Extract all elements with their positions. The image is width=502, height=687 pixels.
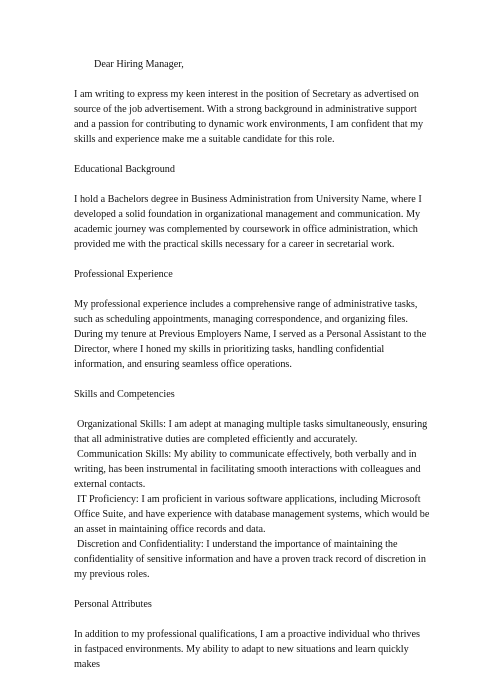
skill-it-proficiency: IT Proficiency: I am proficient in various software applications, including Microsoft Office Suite, and have experience with database management systems, which would be an asset in maintaining office records and data. bbox=[74, 494, 430, 535]
attributes-heading: Personal Attributes bbox=[74, 599, 152, 610]
skill-communication: Communication Skills: My ability to communicate effectively, both verbally and in writing, has been instrumental in facilitating smooth interactions with colleagues and external contacts. bbox=[74, 449, 421, 490]
greeting: Dear Hiring Manager, bbox=[94, 59, 184, 70]
experience-heading: Professional Experience bbox=[74, 269, 173, 280]
attributes-paragraph: In addition to my professional qualifications, I am a proactive individual who thrives in fastpaced environments. My ability to adapt to new situations and learn quickly makes bbox=[74, 629, 421, 670]
skills-heading: Skills and Competencies bbox=[74, 389, 175, 400]
experience-paragraph: My professional experience includes a comprehensive range of administrative tasks, such as scheduling appointments, managing correspondence, and organizing files. During my tenure at Previous Employers Name, I served as a Personal Assistant to the Director, where I honed my skills in prioritizing tasks, handling confidential information, and ensuring seamless office operations. bbox=[74, 299, 427, 370]
skill-organizational: Organizational Skills: I am adept at managing multiple tasks simultaneously, ensuring that all administrative duties are completed efficiently and accurately. bbox=[74, 419, 428, 445]
skill-discretion: Discretion and Confidentiality: I understand the importance of maintaining the confidentiality of sensitive information and have a proven track record of discretion in my previous roles. bbox=[74, 539, 426, 580]
cover-letter bbox=[74, 57, 430, 687]
education-paragraph: I hold a Bachelors degree in Business Administration from University Name, where I developed a solid foundation in organizational management and communication. My academic journey was complemented by coursework in office administration, which provided me with the practical skills necessary for a career in secretarial work. bbox=[74, 194, 422, 250]
skills-list bbox=[74, 417, 430, 582]
intro-paragraph: I am writing to express my keen interest in the position of Secretary as advertised on source of the job advertisement. With a strong background in administrative support and a passion for contributing to dynamic work environments, I am confident that my skills and experience make me a suitable candidate for this role. bbox=[74, 89, 424, 145]
education-heading: Educational Background bbox=[74, 164, 175, 175]
